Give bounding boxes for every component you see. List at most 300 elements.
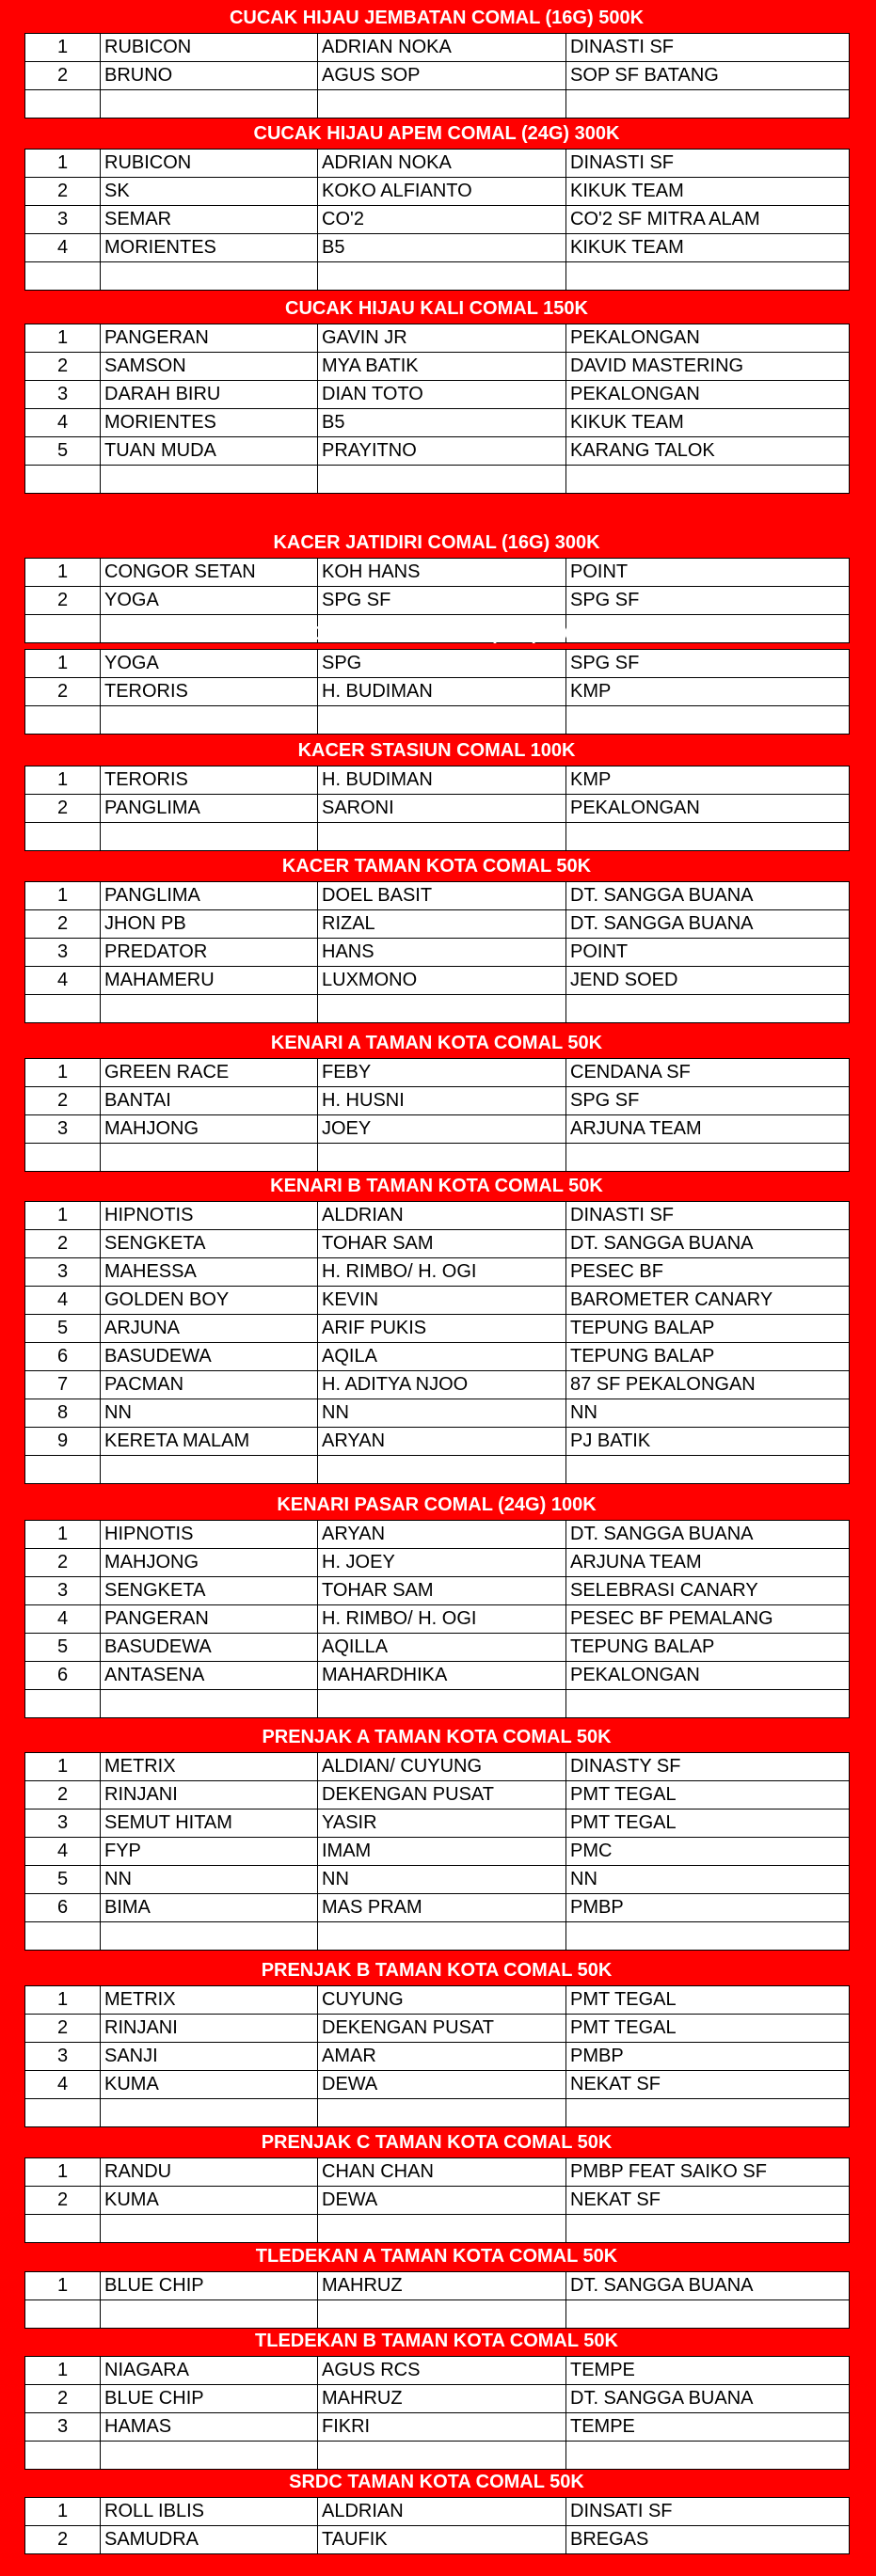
owner-cell: KOKO ALFIANTO bbox=[318, 178, 566, 206]
table-row bbox=[25, 1810, 850, 1838]
table-row bbox=[25, 1838, 850, 1866]
team-cell: DT. SANGGA BUANA bbox=[566, 1521, 850, 1549]
owner-cell: NN bbox=[318, 1399, 566, 1428]
empty-cell bbox=[101, 466, 318, 494]
bird-name-cell: TERORIS bbox=[101, 678, 318, 706]
owner-cell: RIZAL bbox=[318, 910, 566, 939]
bird-name-cell: NN bbox=[101, 1866, 318, 1894]
empty-cell bbox=[318, 2099, 566, 2127]
table-row bbox=[25, 1577, 850, 1605]
owner-cell: JOEY bbox=[318, 1115, 566, 1144]
owner-cell: AQILLA bbox=[318, 1634, 566, 1662]
table-row bbox=[25, 1230, 850, 1258]
results-section bbox=[24, 2128, 849, 2243]
empty-cell bbox=[25, 2215, 101, 2243]
empty-cell bbox=[566, 2099, 850, 2127]
table-row bbox=[25, 1781, 850, 1810]
team-cell: DINASTY SF bbox=[566, 1753, 850, 1781]
rank-cell: 1 bbox=[25, 2498, 101, 2526]
rank-cell: 1 bbox=[25, 2272, 101, 2300]
bird-name-cell: SENGKETA bbox=[101, 1577, 318, 1605]
section-title: KENARI PASAR COMAL (24G) 100K bbox=[277, 1494, 597, 1515]
results-section bbox=[24, 294, 849, 494]
owner-cell: MAHARDHIKA bbox=[318, 1662, 566, 1690]
empty-cell bbox=[566, 1922, 850, 1951]
table-row bbox=[25, 2526, 850, 2554]
table-row bbox=[25, 1894, 850, 1922]
table-row bbox=[25, 1428, 850, 1456]
team-cell: DINASTI SF bbox=[566, 1202, 850, 1230]
owner-cell: ARYAN bbox=[318, 1521, 566, 1549]
table-row bbox=[25, 2272, 850, 2300]
empty-cell bbox=[318, 2442, 566, 2470]
table-row bbox=[25, 1753, 850, 1781]
table-row bbox=[25, 1287, 850, 1315]
table-row bbox=[25, 324, 850, 353]
section-title: KACER TAMAN KOTA COMAL 50K bbox=[281, 856, 592, 877]
rank-cell: 3 bbox=[25, 1258, 101, 1287]
owner-cell: CUYUNG bbox=[318, 1986, 566, 2015]
bird-name-cell: NIAGARA bbox=[101, 2357, 318, 2385]
team-cell: PJ BATIK bbox=[566, 1428, 850, 1456]
table-row bbox=[25, 2187, 850, 2215]
team-cell: KMP bbox=[566, 766, 850, 795]
results-section bbox=[24, 119, 849, 291]
bird-name-cell: PANGLIMA bbox=[101, 882, 318, 910]
rank-cell: 1 bbox=[25, 1202, 101, 1230]
empty-cell bbox=[566, 823, 850, 851]
empty-row bbox=[25, 706, 850, 735]
results-section bbox=[24, 1172, 849, 1484]
team-cell: KIKUK TEAM bbox=[566, 409, 850, 437]
empty-cell bbox=[318, 1690, 566, 1718]
section-title: CUCAK HIJAU APEM COMAL (24G) 300K bbox=[253, 123, 620, 144]
owner-cell: ALDRIAN bbox=[318, 2498, 566, 2526]
owner-cell: H. ADITYA NJOO bbox=[318, 1371, 566, 1399]
rank-cell: 1 bbox=[25, 766, 101, 795]
team-cell: TEPUNG BALAP bbox=[566, 1343, 850, 1371]
team-cell: DT. SANGGA BUANA bbox=[566, 2385, 850, 2413]
rank-cell: 1 bbox=[25, 1986, 101, 2015]
bird-name-cell: RUBICON bbox=[101, 150, 318, 178]
results-section bbox=[24, 1723, 849, 1951]
empty-cell bbox=[25, 1456, 101, 1484]
team-cell: DT. SANGGA BUANA bbox=[566, 2272, 850, 2300]
bird-name-cell: METRIX bbox=[101, 1753, 318, 1781]
empty-row bbox=[25, 466, 850, 494]
results-section bbox=[24, 1029, 849, 1172]
team-cell: PEKALONGAN bbox=[566, 381, 850, 409]
team-cell: PMT TEGAL bbox=[566, 1986, 850, 2015]
results-table bbox=[24, 2271, 850, 2329]
bird-name-cell: HIPNOTIS bbox=[101, 1521, 318, 1549]
table-row bbox=[25, 2357, 850, 2385]
empty-cell bbox=[25, 995, 101, 1023]
table-row bbox=[25, 766, 850, 795]
bird-name-cell: MAHESSA bbox=[101, 1258, 318, 1287]
team-cell: SOP SF BATANG bbox=[566, 62, 850, 90]
bird-name-cell: SAMUDRA bbox=[101, 2526, 318, 2554]
rank-cell: 3 bbox=[25, 1577, 101, 1605]
empty-cell bbox=[101, 995, 318, 1023]
team-cell: PEKALONGAN bbox=[566, 324, 850, 353]
bird-name-cell: YOGA bbox=[101, 587, 318, 615]
bird-name-cell: GOLDEN BOY bbox=[101, 1287, 318, 1315]
section-title: KENARI B TAMAN KOTA COMAL 50K bbox=[270, 1176, 603, 1196]
bird-name-cell: TERORIS bbox=[101, 766, 318, 795]
results-section bbox=[24, 2327, 849, 2470]
bird-name-cell: NN bbox=[101, 1399, 318, 1428]
bird-name-cell: KUMA bbox=[101, 2187, 318, 2215]
table-row bbox=[25, 2158, 850, 2187]
rank-cell: 5 bbox=[25, 1634, 101, 1662]
owner-cell: DEKENGAN PUSAT bbox=[318, 2015, 566, 2043]
table-row bbox=[25, 34, 850, 62]
rank-cell: 2 bbox=[25, 2015, 101, 2043]
rank-cell: 4 bbox=[25, 234, 101, 262]
owner-cell: DEWA bbox=[318, 2187, 566, 2215]
rank-cell: 5 bbox=[25, 437, 101, 466]
table-row bbox=[25, 967, 850, 995]
section-title: PRENJAK C TAMAN KOTA COMAL 50K bbox=[261, 2132, 613, 2153]
table-row bbox=[25, 559, 850, 587]
empty-row bbox=[25, 262, 850, 291]
table-row bbox=[25, 178, 850, 206]
empty-row bbox=[25, 2099, 850, 2127]
table-row bbox=[25, 1315, 850, 1343]
bird-name-cell: RINJANI bbox=[101, 2015, 318, 2043]
table-row bbox=[25, 1986, 850, 2015]
rank-cell: 3 bbox=[25, 939, 101, 967]
bird-name-cell: HAMAS bbox=[101, 2413, 318, 2442]
rank-cell: 1 bbox=[25, 1059, 101, 1087]
empty-cell bbox=[101, 1922, 318, 1951]
results-section bbox=[24, 4, 849, 119]
results-table bbox=[24, 324, 850, 494]
owner-cell: AGUS SOP bbox=[318, 62, 566, 90]
empty-row bbox=[25, 1922, 850, 1951]
team-cell: PESEC BF bbox=[566, 1258, 850, 1287]
results-table bbox=[24, 2497, 850, 2554]
empty-cell bbox=[25, 823, 101, 851]
empty-row bbox=[25, 1144, 850, 1172]
section-title: CUCAK HIJAU JEMBATAN COMAL (16G) 500K bbox=[229, 8, 645, 28]
empty-cell bbox=[101, 262, 318, 291]
empty-row bbox=[25, 2215, 850, 2243]
table-row bbox=[25, 409, 850, 437]
bird-name-cell: SENGKETA bbox=[101, 1230, 318, 1258]
team-cell: PMBP bbox=[566, 2043, 850, 2071]
rank-cell: 4 bbox=[25, 1287, 101, 1315]
owner-cell: PRAYITNO bbox=[318, 437, 566, 466]
section-title: CUCAK HIJAU KALI COMAL 150K bbox=[285, 298, 588, 319]
bird-name-cell: KUMA bbox=[101, 2071, 318, 2099]
table-row bbox=[25, 587, 850, 615]
section-title: PRENJAK B TAMAN KOTA COMAL 50K bbox=[261, 1960, 613, 1981]
owner-cell: H. BUDIMAN bbox=[318, 766, 566, 795]
owner-cell: ADRIAN NOKA bbox=[318, 150, 566, 178]
bird-name-cell: PANGERAN bbox=[101, 1605, 318, 1634]
results-table bbox=[24, 1058, 850, 1172]
rank-cell: 3 bbox=[25, 2413, 101, 2442]
owner-cell: AQILA bbox=[318, 1343, 566, 1371]
team-cell: POINT bbox=[566, 939, 850, 967]
empty-cell bbox=[318, 1144, 566, 1172]
bird-name-cell: MAHJONG bbox=[101, 1549, 318, 1577]
results-table bbox=[24, 766, 850, 851]
rank-cell: 4 bbox=[25, 967, 101, 995]
table-row bbox=[25, 2071, 850, 2099]
table-row bbox=[25, 206, 850, 234]
rank-cell: 2 bbox=[25, 678, 101, 706]
bird-name-cell: HIPNOTIS bbox=[101, 1202, 318, 1230]
team-cell: DT. SANGGA BUANA bbox=[566, 1230, 850, 1258]
table-row bbox=[25, 2015, 850, 2043]
owner-cell: IMAM bbox=[318, 1838, 566, 1866]
owner-cell: SPG bbox=[318, 650, 566, 678]
results-table bbox=[24, 1752, 850, 1951]
empty-row bbox=[25, 1690, 850, 1718]
bird-name-cell: JHON PB bbox=[101, 910, 318, 939]
bird-name-cell: RANDU bbox=[101, 2158, 318, 2187]
rank-cell: 3 bbox=[25, 381, 101, 409]
empty-row bbox=[25, 2442, 850, 2470]
empty-cell bbox=[25, 1922, 101, 1951]
bird-name-cell: GREEN RACE bbox=[101, 1059, 318, 1087]
rank-cell: 3 bbox=[25, 2043, 101, 2071]
owner-cell: ARIF PUKIS bbox=[318, 1315, 566, 1343]
rank-cell: 2 bbox=[25, 2385, 101, 2413]
rank-cell: 2 bbox=[25, 1087, 101, 1115]
owner-cell: AMAR bbox=[318, 2043, 566, 2071]
owner-cell: CHAN CHAN bbox=[318, 2158, 566, 2187]
bird-name-cell: PANGERAN bbox=[101, 324, 318, 353]
team-cell: CENDANA SF bbox=[566, 1059, 850, 1087]
results-section bbox=[24, 2468, 849, 2554]
team-cell: BAROMETER CANARY bbox=[566, 1287, 850, 1315]
bird-name-cell: SEMUT HITAM bbox=[101, 1810, 318, 1838]
bird-name-cell: BIMA bbox=[101, 1894, 318, 1922]
owner-cell: SARONI bbox=[318, 795, 566, 823]
owner-cell: ALDIAN/ CUYUNG bbox=[318, 1753, 566, 1781]
team-cell: KIKUK TEAM bbox=[566, 178, 850, 206]
bird-name-cell: BANTAI bbox=[101, 1087, 318, 1115]
owner-cell: B5 bbox=[318, 409, 566, 437]
table-row bbox=[25, 678, 850, 706]
rank-cell: 4 bbox=[25, 1605, 101, 1634]
team-cell: PMT TEGAL bbox=[566, 1810, 850, 1838]
empty-cell bbox=[25, 90, 101, 119]
table-row bbox=[25, 1549, 850, 1577]
team-cell: CO'2 SF MITRA ALAM bbox=[566, 206, 850, 234]
empty-cell bbox=[566, 1456, 850, 1484]
results-section bbox=[24, 1491, 849, 1718]
section-title: KACER STASIUN COMAL 100K bbox=[297, 740, 576, 761]
bird-name-cell: RINJANI bbox=[101, 1781, 318, 1810]
bird-name-cell: MORIENTES bbox=[101, 234, 318, 262]
owner-cell: H. RIMBO/ H. OGI bbox=[318, 1605, 566, 1634]
team-cell: ARJUNA TEAM bbox=[566, 1115, 850, 1144]
table-row bbox=[25, 882, 850, 910]
empty-row bbox=[25, 823, 850, 851]
rank-cell: 2 bbox=[25, 795, 101, 823]
rank-cell: 4 bbox=[25, 409, 101, 437]
team-cell: SELEBRASI CANARY bbox=[566, 1577, 850, 1605]
bird-name-cell: BASUDEWA bbox=[101, 1634, 318, 1662]
bird-name-cell: MAHAMERU bbox=[101, 967, 318, 995]
table-row bbox=[25, 1115, 850, 1144]
rank-cell: 1 bbox=[25, 324, 101, 353]
bird-name-cell: SEMAR bbox=[101, 206, 318, 234]
team-cell: KARANG TALOK bbox=[566, 437, 850, 466]
bird-name-cell: MAHJONG bbox=[101, 1115, 318, 1144]
results-section bbox=[24, 620, 849, 735]
team-cell: DT. SANGGA BUANA bbox=[566, 910, 850, 939]
bird-name-cell: MORIENTES bbox=[101, 409, 318, 437]
owner-cell: SPG SF bbox=[318, 587, 566, 615]
rank-cell: 2 bbox=[25, 2187, 101, 2215]
rank-cell: 2 bbox=[25, 353, 101, 381]
team-cell: PMBP bbox=[566, 1894, 850, 1922]
empty-row bbox=[25, 1456, 850, 1484]
bird-name-cell: RUBICON bbox=[101, 34, 318, 62]
table-row bbox=[25, 2498, 850, 2526]
empty-cell bbox=[566, 2442, 850, 2470]
team-cell: PMBP FEAT SAIKO SF bbox=[566, 2158, 850, 2187]
table-row bbox=[25, 1399, 850, 1428]
table-row bbox=[25, 1371, 850, 1399]
bird-name-cell: PACMAN bbox=[101, 1371, 318, 1399]
empty-cell bbox=[101, 706, 318, 735]
results-table bbox=[24, 1520, 850, 1718]
team-cell: DAVID MASTERING bbox=[566, 353, 850, 381]
results-table bbox=[24, 149, 850, 291]
team-cell: DINASTI SF bbox=[566, 34, 850, 62]
empty-cell bbox=[566, 2215, 850, 2243]
rank-cell: 4 bbox=[25, 2071, 101, 2099]
rank-cell: 2 bbox=[25, 1549, 101, 1577]
team-cell: TEMPE bbox=[566, 2357, 850, 2385]
empty-cell bbox=[566, 706, 850, 735]
bird-name-cell: DARAH BIRU bbox=[101, 381, 318, 409]
team-cell: NEKAT SF bbox=[566, 2187, 850, 2215]
empty-cell bbox=[101, 2215, 318, 2243]
bird-name-cell: BLUE CHIP bbox=[101, 2272, 318, 2300]
rank-cell: 4 bbox=[25, 1838, 101, 1866]
bird-name-cell: TUAN MUDA bbox=[101, 437, 318, 466]
team-cell: NEKAT SF bbox=[566, 2071, 850, 2099]
empty-cell bbox=[318, 823, 566, 851]
empty-cell bbox=[318, 466, 566, 494]
table-row bbox=[25, 1866, 850, 1894]
bird-name-cell: KERETA MALAM bbox=[101, 1428, 318, 1456]
rank-cell: 2 bbox=[25, 178, 101, 206]
empty-cell bbox=[101, 1690, 318, 1718]
team-cell: SPG SF bbox=[566, 650, 850, 678]
team-cell: JEND SOED bbox=[566, 967, 850, 995]
owner-cell: MAHRUZ bbox=[318, 2272, 566, 2300]
team-cell: SPG SF bbox=[566, 1087, 850, 1115]
section-title: TLEDEKAN B TAMAN KOTA COMAL 50K bbox=[255, 2331, 618, 2351]
section-title: KACER COMAL BARU (24G) 200K bbox=[284, 624, 589, 644]
table-row bbox=[25, 1605, 850, 1634]
rank-cell: 2 bbox=[25, 62, 101, 90]
team-cell: KIKUK TEAM bbox=[566, 234, 850, 262]
owner-cell: DEKENGAN PUSAT bbox=[318, 1781, 566, 1810]
rank-cell: 2 bbox=[25, 2526, 101, 2554]
section-title: KENARI A TAMAN KOTA COMAL 50K bbox=[270, 1033, 603, 1053]
empty-cell bbox=[101, 1456, 318, 1484]
rank-cell: 8 bbox=[25, 1399, 101, 1428]
rank-cell: 1 bbox=[25, 559, 101, 587]
bird-name-cell: ARJUNA bbox=[101, 1315, 318, 1343]
owner-cell: B5 bbox=[318, 234, 566, 262]
team-cell: KMP bbox=[566, 678, 850, 706]
rank-cell: 2 bbox=[25, 910, 101, 939]
owner-cell: FIKRI bbox=[318, 2413, 566, 2442]
empty-cell bbox=[318, 2300, 566, 2329]
rank-cell: 6 bbox=[25, 1894, 101, 1922]
results-table bbox=[24, 2356, 850, 2470]
results-section bbox=[24, 852, 849, 1023]
table-row bbox=[25, 234, 850, 262]
empty-cell bbox=[566, 995, 850, 1023]
bird-name-cell: YOGA bbox=[101, 650, 318, 678]
rank-cell: 1 bbox=[25, 882, 101, 910]
owner-cell: MAHRUZ bbox=[318, 2385, 566, 2413]
table-row bbox=[25, 1521, 850, 1549]
results-table bbox=[24, 649, 850, 735]
bird-name-cell: CONGOR SETAN bbox=[101, 559, 318, 587]
team-cell: ARJUNA TEAM bbox=[566, 1549, 850, 1577]
empty-cell bbox=[318, 262, 566, 291]
rank-cell: 1 bbox=[25, 1521, 101, 1549]
empty-cell bbox=[318, 1922, 566, 1951]
owner-cell: H. RIMBO/ H. OGI bbox=[318, 1258, 566, 1287]
empty-row bbox=[25, 2300, 850, 2329]
empty-cell bbox=[318, 90, 566, 119]
team-cell: TEPUNG BALAP bbox=[566, 1315, 850, 1343]
owner-cell: TOHAR SAM bbox=[318, 1577, 566, 1605]
table-row bbox=[25, 939, 850, 967]
owner-cell: FEBY bbox=[318, 1059, 566, 1087]
table-row bbox=[25, 437, 850, 466]
owner-cell: YASIR bbox=[318, 1810, 566, 1838]
team-cell: TEPUNG BALAP bbox=[566, 1634, 850, 1662]
rank-cell: 3 bbox=[25, 1115, 101, 1144]
team-cell: DINASTI SF bbox=[566, 150, 850, 178]
results-table bbox=[24, 33, 850, 119]
owner-cell: H. BUDIMAN bbox=[318, 678, 566, 706]
team-cell: SPG SF bbox=[566, 587, 850, 615]
rank-cell: 5 bbox=[25, 1866, 101, 1894]
rank-cell: 2 bbox=[25, 1230, 101, 1258]
team-cell: PEKALONGAN bbox=[566, 795, 850, 823]
rank-cell: 5 bbox=[25, 1315, 101, 1343]
results-section bbox=[24, 1956, 849, 2127]
empty-cell bbox=[25, 262, 101, 291]
owner-cell: DEWA bbox=[318, 2071, 566, 2099]
section-title: KACER JATIDIRI COMAL (16G) 300K bbox=[273, 532, 600, 553]
bird-name-cell: FYP bbox=[101, 1838, 318, 1866]
owner-cell: ARYAN bbox=[318, 1428, 566, 1456]
owner-cell: DIAN TOTO bbox=[318, 381, 566, 409]
empty-cell bbox=[25, 2442, 101, 2470]
empty-cell bbox=[101, 823, 318, 851]
table-row bbox=[25, 650, 850, 678]
owner-cell: KOH HANS bbox=[318, 559, 566, 587]
section-title: PRENJAK A TAMAN KOTA COMAL 50K bbox=[262, 1727, 612, 1747]
